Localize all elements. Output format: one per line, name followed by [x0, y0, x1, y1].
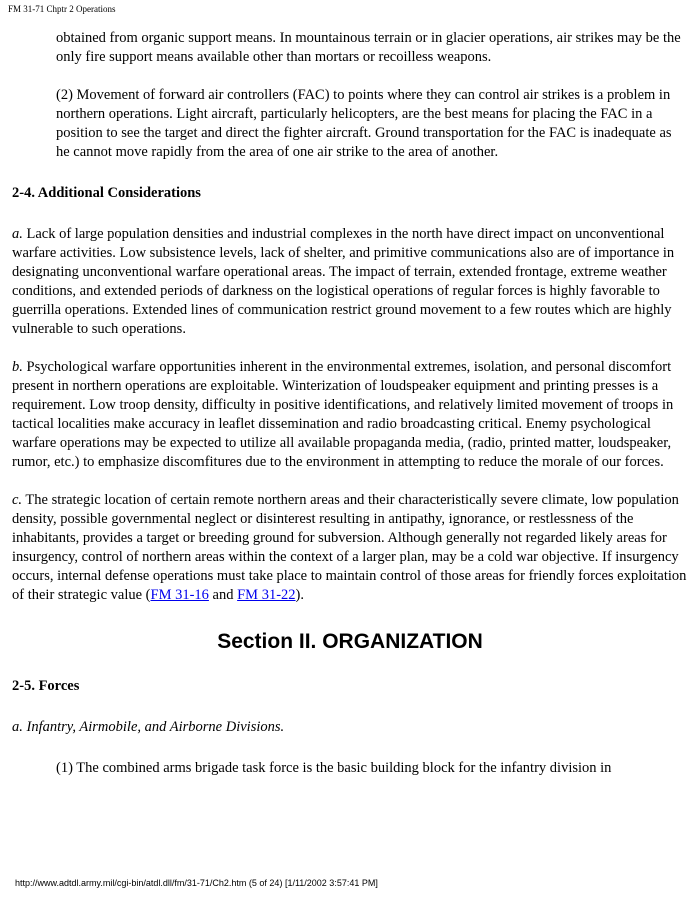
link-fm-31-16[interactable]: FM 31-16: [150, 587, 209, 603]
paragraph-2-4-c-and: and: [208, 587, 238, 603]
paragraph-2-4-b: [12, 358, 688, 472]
item-label-b: b.: [12, 359, 23, 375]
section-heading-2-4: 2-4. Additional Considerations: [12, 185, 201, 201]
section-heading-2-5: 2-5. Forces: [12, 678, 80, 694]
subsection-heading-divisions: [12, 718, 688, 737]
paragraph-2-4-c: [12, 491, 688, 605]
page-header: FM 31-71 Chptr 2 Operations: [8, 4, 116, 14]
paragraph-2-4-a-text: Lack of large population densities and industrial complexes in the north have direct impact on unconventional warfare activities. Low subsistence levels, lack of shelter, and primitive communications also are of importance in designating unconventional warfare operational areas. The impact of terrain, extended frontage, extreme weather conditions, and extended periods of darkness on the logistical operations of regular forces is highly favorable to guerrilla operations. Extended lines of communication restrict ground movement to a few routes which are highly vulnerable to such operations.: [12, 226, 675, 337]
page-footer-url: http://www.adtdl.army.mil/cgi-bin/atdl.dll/fm/31-71/Ch2.htm (5 of 24) [1/11/2002 3:57:41 PM]: [15, 878, 378, 888]
paragraph-2-4-c-end: ).: [295, 587, 304, 603]
paragraph-2-4-c-text: The strategic location of certain remote northern areas and their characteristically severe climate, low population density, possible governmental neglect or disinterest resulting in antipathy, ignorance, or restlessness of the inhabitants, provides a target or breeding ground for subversion. Although generally not regarded likely areas for insurgency, control of northern areas within the context of a larger plan, may be a cold war objective. If insurgency occurs, internal defense operations must take place to maintain control of those areas for friendly forces exploitation of their strategic value (: [12, 492, 687, 603]
paragraph-continuation: obtained from organic support means. In mountainous terrain or in glacier operations, air strikes may be the only fire support means available other than mortars or recoilless weapons.: [56, 30, 681, 65]
section-title-organization: Section II. ORGANIZATION: [217, 630, 483, 653]
subsection-heading-divisions-text: a. Infantry, Airmobile, and Airborne Divisions.: [12, 719, 285, 735]
paragraph-2-4-a: [12, 225, 688, 339]
item-label-a: a.: [12, 226, 23, 242]
paragraph-brigade-task-force: (1) The combined arms brigade task force is the basic building block for the infantry division in: [56, 760, 612, 776]
paragraph-2-4-b-text: Psychological warfare opportunities inherent in the environmental extremes, isolation, and personal discomfort present in northern operations are exploitable. Winterization of loudspeaker equipment and printing presses is a requirement. Low troop density, difficulty in positive identifications, and relatively limited movement of troops in tactical localities make accuracy in leaflet dissemination and radio broadcasting critical. Enemy psychological warfare operations may be expected to utilize all available propaganda media, (radio, printed matter, loudspeaker, rumor, etc.) to emphasize discomfitures due to the environment in attempting to reduce the morale of our forces.: [12, 359, 674, 470]
paragraph-fac-movement: (2) Movement of forward air controllers (FAC) to points where they can control air strikes is a problem in northern operations. Light aircraft, particularly helicopters, are the best means for placing the FAC in a position to see the target and direct the fighter aircraft. Ground transportation for the FAC is inadequate as he cannot move rapidly from the area of one air strike to the area of another.: [56, 87, 672, 160]
link-fm-31-22[interactable]: FM 31-22: [237, 587, 296, 603]
item-label-c: c.: [12, 492, 23, 508]
document-body: [12, 29, 688, 778]
